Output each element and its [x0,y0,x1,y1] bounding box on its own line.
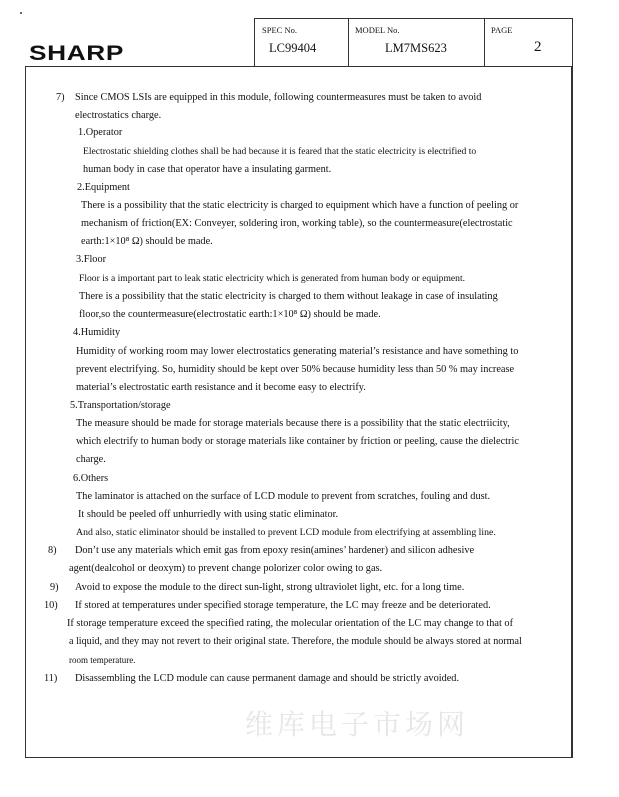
text-line: And also, static eliminator should be installed to prevent LCD module from electrifying at assembling line. [76,527,496,538]
text-line: earth:1×10⁸ Ω) should be made. [81,236,213,247]
subheading: 1.Operator [78,127,123,138]
text-line: material’s electrostatic earth resistance and it become easy to electrify. [76,382,366,393]
text-line: Disassembling the LCD module can cause permanent damage and should be strictly avoided. [75,673,460,684]
text-line: If stored at temperatures under specified storage temperature, the LC may freeze and be deteriorated. [75,600,491,611]
spec-no-cell [254,18,349,66]
spec-no-label: SPEC No. [262,25,297,35]
item-number: 11) [44,673,58,684]
text-line: Since CMOS LSIs are equipped in this module, following countermeasures must be taken to avoid [75,92,482,103]
text-line: Electrostatic shielding clothes shall be had because it is feared that the static electricity is electrified to [83,146,477,157]
item-number: 8) [48,545,57,556]
text-line: The laminator is attached on the surface of LCD module to prevent from scratches, fouling and dust. [76,491,491,502]
item-number: 9) [50,582,59,593]
page-label: PAGE [491,25,513,35]
text-line: There is a possibility that the static electricity is charged to equipment which have a function of peeling or [81,200,519,211]
text-line: electrostatics charge. [75,110,162,121]
item-number: 10) [44,600,58,611]
scan-speck [20,12,22,14]
model-no-cell [348,18,485,66]
subheading: 4.Humidity [73,327,121,338]
watermark: 维库电子市场网 [245,708,470,741]
item-number: 7) [56,92,65,103]
subheading: 5.Transportation/storage [70,400,171,411]
text-line: mechanism of friction(EX: Conveyer, soldering iron, working table), so the countermeasure(electrostatic [81,218,513,229]
text-line: a liquid, and they may not revert to their original state. Therefore, the module should be always stored at normal [69,636,522,647]
text-line: which electrify to human body or storage materials like container by friction or peeling, cause the dielectric [76,436,519,447]
page-number: 2 [534,39,542,55]
page-cell [484,18,573,66]
text-line: It should be peeled off unhurriedly with using static eliminator. [78,509,339,520]
text-line: The measure should be made for storage materials because there is a possibility that the static electriicity, [76,418,510,429]
text-line: room temperature. [69,655,136,665]
sharp-logo: SHARP [29,42,125,65]
text-line: Floor is a important part to leak static electricity which is generated from human body or equipment. [79,273,466,284]
text-line: There is a possibility that the static electricity is charged to them without leakage in case of insulating [79,291,498,302]
subheading: 3.Floor [76,254,107,265]
subheading: 6.Others [73,473,109,484]
text-line: prevent electrifying. So, humidity should be kept over 50% because humidity less than 50 % may increase [76,364,515,375]
text-line: human body in case that operator have a insulating garment. [83,164,332,175]
text-line: If storage temperature exceed the specified rating, the molecular orientation of the LC may change to that of [67,618,514,629]
text-line: charge. [76,454,106,465]
spec-no-value: LC99404 [269,41,317,55]
model-no-value: LM7MS623 [385,41,447,55]
text-line: Don’t use any materials which emit gas from epoxy resin(amines’ hardener) and silicon adhesive [75,545,475,556]
text-line: Avoid to expose the module to the direct sun-light, strong ultraviolet light, etc. for a long time. [75,582,465,593]
subheading: 2.Equipment [77,182,130,193]
text-line: floor,so the countermeasure(electrostatic earth:1×10⁸ Ω) should be made. [79,309,381,320]
text-line: Humidity of working room may lower electrostatics generating material’s resistance and have something to [76,346,519,357]
model-no-label: MODEL No. [355,25,400,35]
text-line: agent(dealcohol or deoxym) to prevent change polorizer color owing to gas. [69,563,383,574]
